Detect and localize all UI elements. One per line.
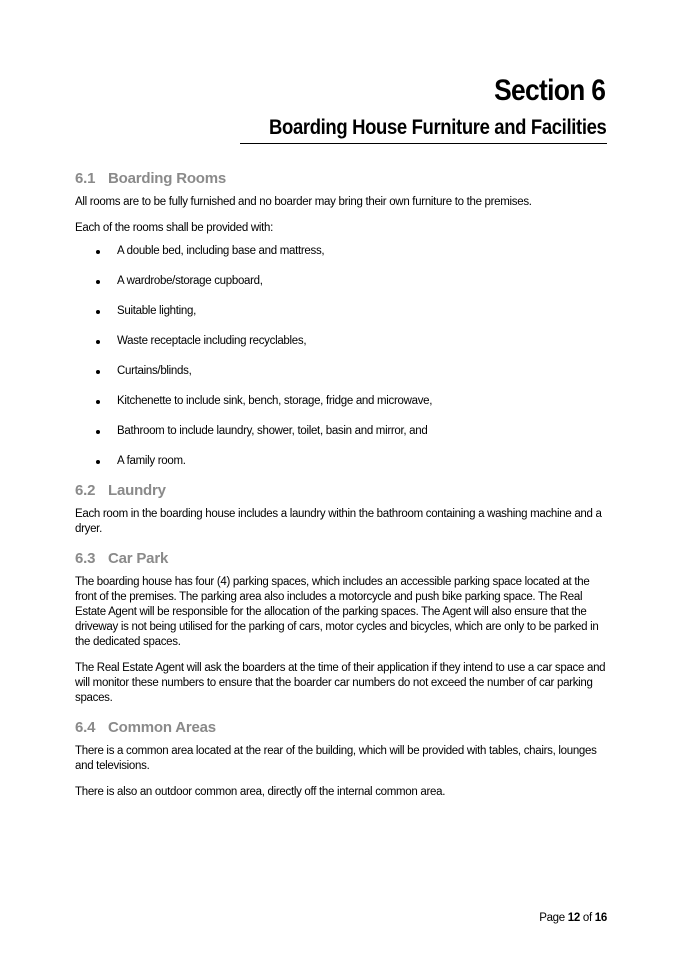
heading-text: Car Park [108,550,169,567]
page-number [539,912,607,924]
paragraph: Each room in the boarding house includes a laundry within the bathroom containing a washing machine and a dryer. [75,508,602,535]
heading-boarding-rooms [75,168,610,190]
bullet-icon [96,310,100,314]
current-page: 12 [567,912,580,924]
paragraph: Each of the rooms shall be provided with: [75,222,274,234]
list-item-text: Bathroom to include laundry, shower, toilet, basin and mirror, and [117,425,428,437]
heading-text: Laundry [108,482,166,499]
heading-number: 6.1 [75,170,96,187]
heading-text: Boarding Rooms [108,170,227,187]
paragraph: The boarding house has four (4) parking spaces, which includes an accessible parking space located at the front of the premises. The parking area also includes a motorcycle and push bike parking space. The Real Estate Agent will be responsible for the allocation of the parking spaces. The Agent will also ensure that the driveway is not being utilised for the parking of cars, motor cycles and bicycles, which are only to be parked in the dedicated spaces. [75,576,599,648]
paragraph: The Real Estate Agent will ask the boarders at the time of their application if they intend to use a car space and will monitor these numbers to ensure that the boarder car numbers do not exceed the number of car parking spaces. [75,662,606,704]
list-item [75,364,610,394]
list-item [75,274,610,304]
heading-text: Common Areas [108,719,216,736]
list-item [75,424,610,454]
bullet-icon [96,400,100,404]
list-item-text: Waste receptacle including recyclables, [117,335,307,347]
section-title: Section 6 [493,74,605,107]
paragraph: There is also an outdoor common area, directly off the internal common area. [75,786,446,798]
content [75,168,610,800]
bullet-icon [96,280,100,284]
bullet-icon [96,340,100,344]
bullet-icon [96,460,100,464]
list-item [75,244,610,274]
section-subtitle: Boarding House Furniture and Facilities [268,116,606,139]
list-item-text: Kitchenette to include sink, bench, storage, fridge and microwave, [117,395,433,407]
list-item [75,304,610,334]
page-label: Page [539,912,565,924]
amenities-list [75,244,610,480]
total-pages: 16 [594,912,607,924]
heading-laundry [75,480,610,502]
list-item-text: A double bed, including base and mattress, [117,245,325,257]
list-item [75,394,610,424]
list-item [75,454,610,480]
heading-number: 6.4 [75,719,96,736]
heading-common-areas [75,717,610,739]
heading-number: 6.3 [75,550,96,567]
list-item-text: Curtains/blinds, [117,365,192,377]
list-item [75,334,610,364]
list-item-text: A wardrobe/storage cupboard, [117,275,263,287]
list-item-text: Suitable lighting, [117,305,196,317]
paragraph: All rooms are to be fully furnished and no boarder may bring their own furniture to the premises. [75,196,532,208]
heading-car-park [75,548,610,570]
bullet-icon [96,370,100,374]
list-item-text: A family room. [117,455,186,467]
bullet-icon [96,250,100,254]
paragraph: There is a common area located at the rear of the building, which will be provided with tables, chairs, lounges and televisions. [75,745,597,772]
title-rule [240,143,607,144]
heading-number: 6.2 [75,482,96,499]
of-label: of [582,912,592,924]
bullet-icon [96,430,100,434]
